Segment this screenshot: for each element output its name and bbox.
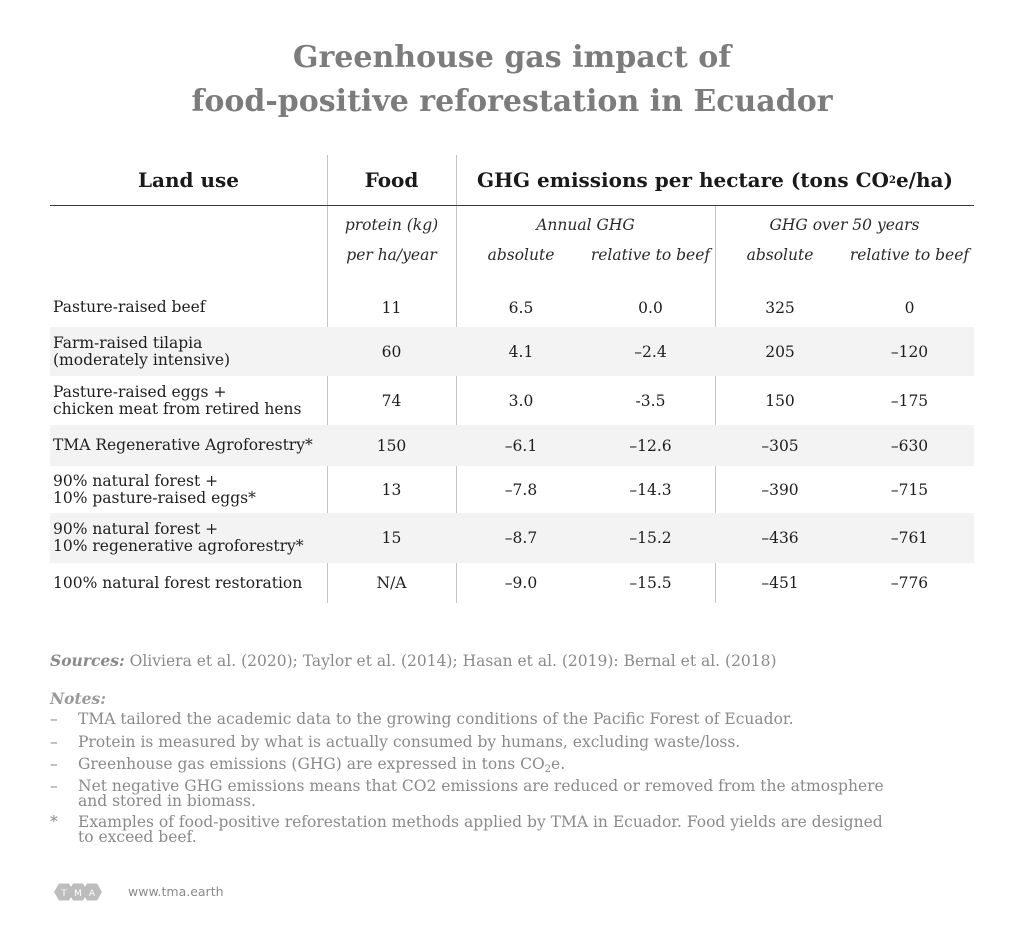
subheader-protein-line-1: protein (kg) xyxy=(344,216,439,234)
cell-annual-absolute: –9.0 xyxy=(504,574,538,592)
note-text: Protein is measured by what is actually consumed by humans, excluding waste/loss. xyxy=(78,733,741,751)
subheader-protein-line-2: per ha/year xyxy=(346,246,437,264)
subheader-annual-relative: relative to beef xyxy=(590,246,711,264)
chart-title-line-2: food-positive reforestation in Ecuador xyxy=(191,84,833,119)
header-ghg-suffix: e/ha) xyxy=(895,168,953,192)
cell-50yr-absolute: –436 xyxy=(761,529,799,547)
subheader-50yr-relative: relative to beef xyxy=(849,246,970,264)
cell-protein: N/A xyxy=(376,574,407,592)
header-rule xyxy=(50,205,974,206)
cell-annual-absolute: 6.5 xyxy=(508,298,534,317)
cell-land-use: TMA Regenerative Agroforestry* xyxy=(53,436,313,454)
note-asterisk: * xyxy=(50,813,58,831)
note-item xyxy=(50,712,890,727)
cell-annual-absolute: 3.0 xyxy=(508,391,534,410)
logo-letter-t: T xyxy=(61,889,67,899)
cell-land-use: Pasture-raised beef xyxy=(53,298,206,316)
cell-annual-absolute: –7.8 xyxy=(504,480,538,499)
table-row xyxy=(50,376,974,425)
notes-title: Notes: xyxy=(50,689,106,708)
sources-text: Oliviera et al. (2020); Taylor et al. (2014); Hasan et al. (2019): Bernal et al. (2018) xyxy=(124,652,777,670)
note-text-suffix: e. xyxy=(551,755,566,773)
cell-annual-absolute: 4.1 xyxy=(508,342,534,361)
subheader-annual-ghg: Annual GHG xyxy=(536,216,635,234)
cell-annual-absolute: –8.7 xyxy=(504,529,538,547)
chart-title-line-1: Greenhouse gas impact of xyxy=(292,40,732,75)
note-bullet: – xyxy=(50,777,58,795)
note-text: TMA tailored the academic data to the growing conditions of the Pacific Forest of Ecuador. xyxy=(78,710,794,728)
sources-line xyxy=(50,651,777,670)
cell-50yr-relative: 0 xyxy=(904,298,915,317)
cell-50yr-absolute: 205 xyxy=(765,342,795,361)
cell-land-use: 90% natural forest + 10% pasture-raised eggs* xyxy=(53,471,256,507)
cell-annual-relative: –14.3 xyxy=(629,480,672,499)
logo-letter-m: M xyxy=(74,889,82,899)
tma-logo xyxy=(50,880,110,904)
note-text: Examples of food-positive reforestation methods applied by TMA in Ecuador. Food yields are designed to exceed beef. xyxy=(78,813,883,846)
cell-50yr-relative: –761 xyxy=(890,529,929,547)
cell-annual-relative: –15.5 xyxy=(629,574,672,592)
note-bullet: – xyxy=(50,755,58,773)
cell-annual-relative: 0.0 xyxy=(638,298,663,317)
cell-protein: 15 xyxy=(381,529,402,547)
header-land-use: Land use xyxy=(137,168,240,192)
header-food: Food xyxy=(364,168,419,192)
subheader-annual-absolute: absolute xyxy=(487,246,555,264)
table-row xyxy=(50,425,974,466)
table-row xyxy=(50,563,974,603)
note-bullet: – xyxy=(50,710,58,728)
cell-50yr-relative: –175 xyxy=(890,391,929,410)
header-ghg xyxy=(456,155,974,205)
note-text xyxy=(78,757,890,777)
note-text: Net negative GHG emissions means that CO2 emissions are reduced or removed from the atmosphere and stored in biomass. xyxy=(78,777,884,810)
table-row xyxy=(50,327,974,376)
header-ghg-prefix: GHG emissions per hectare (tons CO xyxy=(477,168,889,192)
cell-protein: 150 xyxy=(376,436,407,455)
cell-50yr-relative: –715 xyxy=(890,480,929,499)
cell-50yr-absolute: 325 xyxy=(765,298,795,317)
header-ghg-subscript: 2 xyxy=(888,174,896,186)
note-item xyxy=(50,735,890,750)
cell-protein: 60 xyxy=(381,342,402,361)
cell-annual-absolute: –6.1 xyxy=(504,436,538,455)
cell-50yr-absolute: –451 xyxy=(761,574,799,592)
subheader-50yr-absolute: absolute xyxy=(746,246,814,264)
cell-protein: 74 xyxy=(381,391,402,410)
website-link[interactable]: www.tma.earth xyxy=(128,884,224,899)
table-row xyxy=(50,513,974,563)
sources-label: Sources: xyxy=(50,651,125,670)
cell-protein: 13 xyxy=(381,480,402,499)
cell-50yr-absolute: –305 xyxy=(761,436,799,455)
cell-annual-relative: –15.2 xyxy=(629,529,672,547)
cell-50yr-relative: –630 xyxy=(890,436,929,455)
note-bullet: – xyxy=(50,733,58,751)
note-item xyxy=(50,779,890,809)
table-row xyxy=(50,288,974,327)
cell-land-use: 90% natural forest + 10% regenerative agroforestry* xyxy=(53,520,304,555)
cell-annual-relative: –2.4 xyxy=(634,342,667,361)
cell-protein: 11 xyxy=(381,298,402,317)
cell-50yr-relative: –776 xyxy=(890,574,929,592)
cell-50yr-absolute: 150 xyxy=(765,391,795,410)
chart-title xyxy=(0,36,1024,124)
note-text-subscript: 2 xyxy=(544,764,552,775)
logo-letter-a: A xyxy=(88,889,96,899)
cell-land-use: Pasture-raised eggs + chicken meat from retired hens xyxy=(53,382,302,418)
cell-land-use: Farm-raised tilapia (moderately intensive) xyxy=(53,333,231,369)
subheader-ghg-50-years: GHG over 50 years xyxy=(769,216,920,234)
cell-50yr-absolute: –390 xyxy=(761,480,799,499)
cell-land-use: 100% natural forest restoration xyxy=(53,573,303,592)
note-item xyxy=(50,815,890,845)
cell-annual-relative: -3.5 xyxy=(635,391,666,410)
note-text-prefix: Greenhouse gas emissions (GHG) are expressed in tons CO xyxy=(78,755,545,773)
note-item xyxy=(50,757,890,777)
table-row xyxy=(50,466,974,513)
cell-50yr-relative: –120 xyxy=(890,342,929,361)
cell-annual-relative: –12.6 xyxy=(629,436,672,455)
